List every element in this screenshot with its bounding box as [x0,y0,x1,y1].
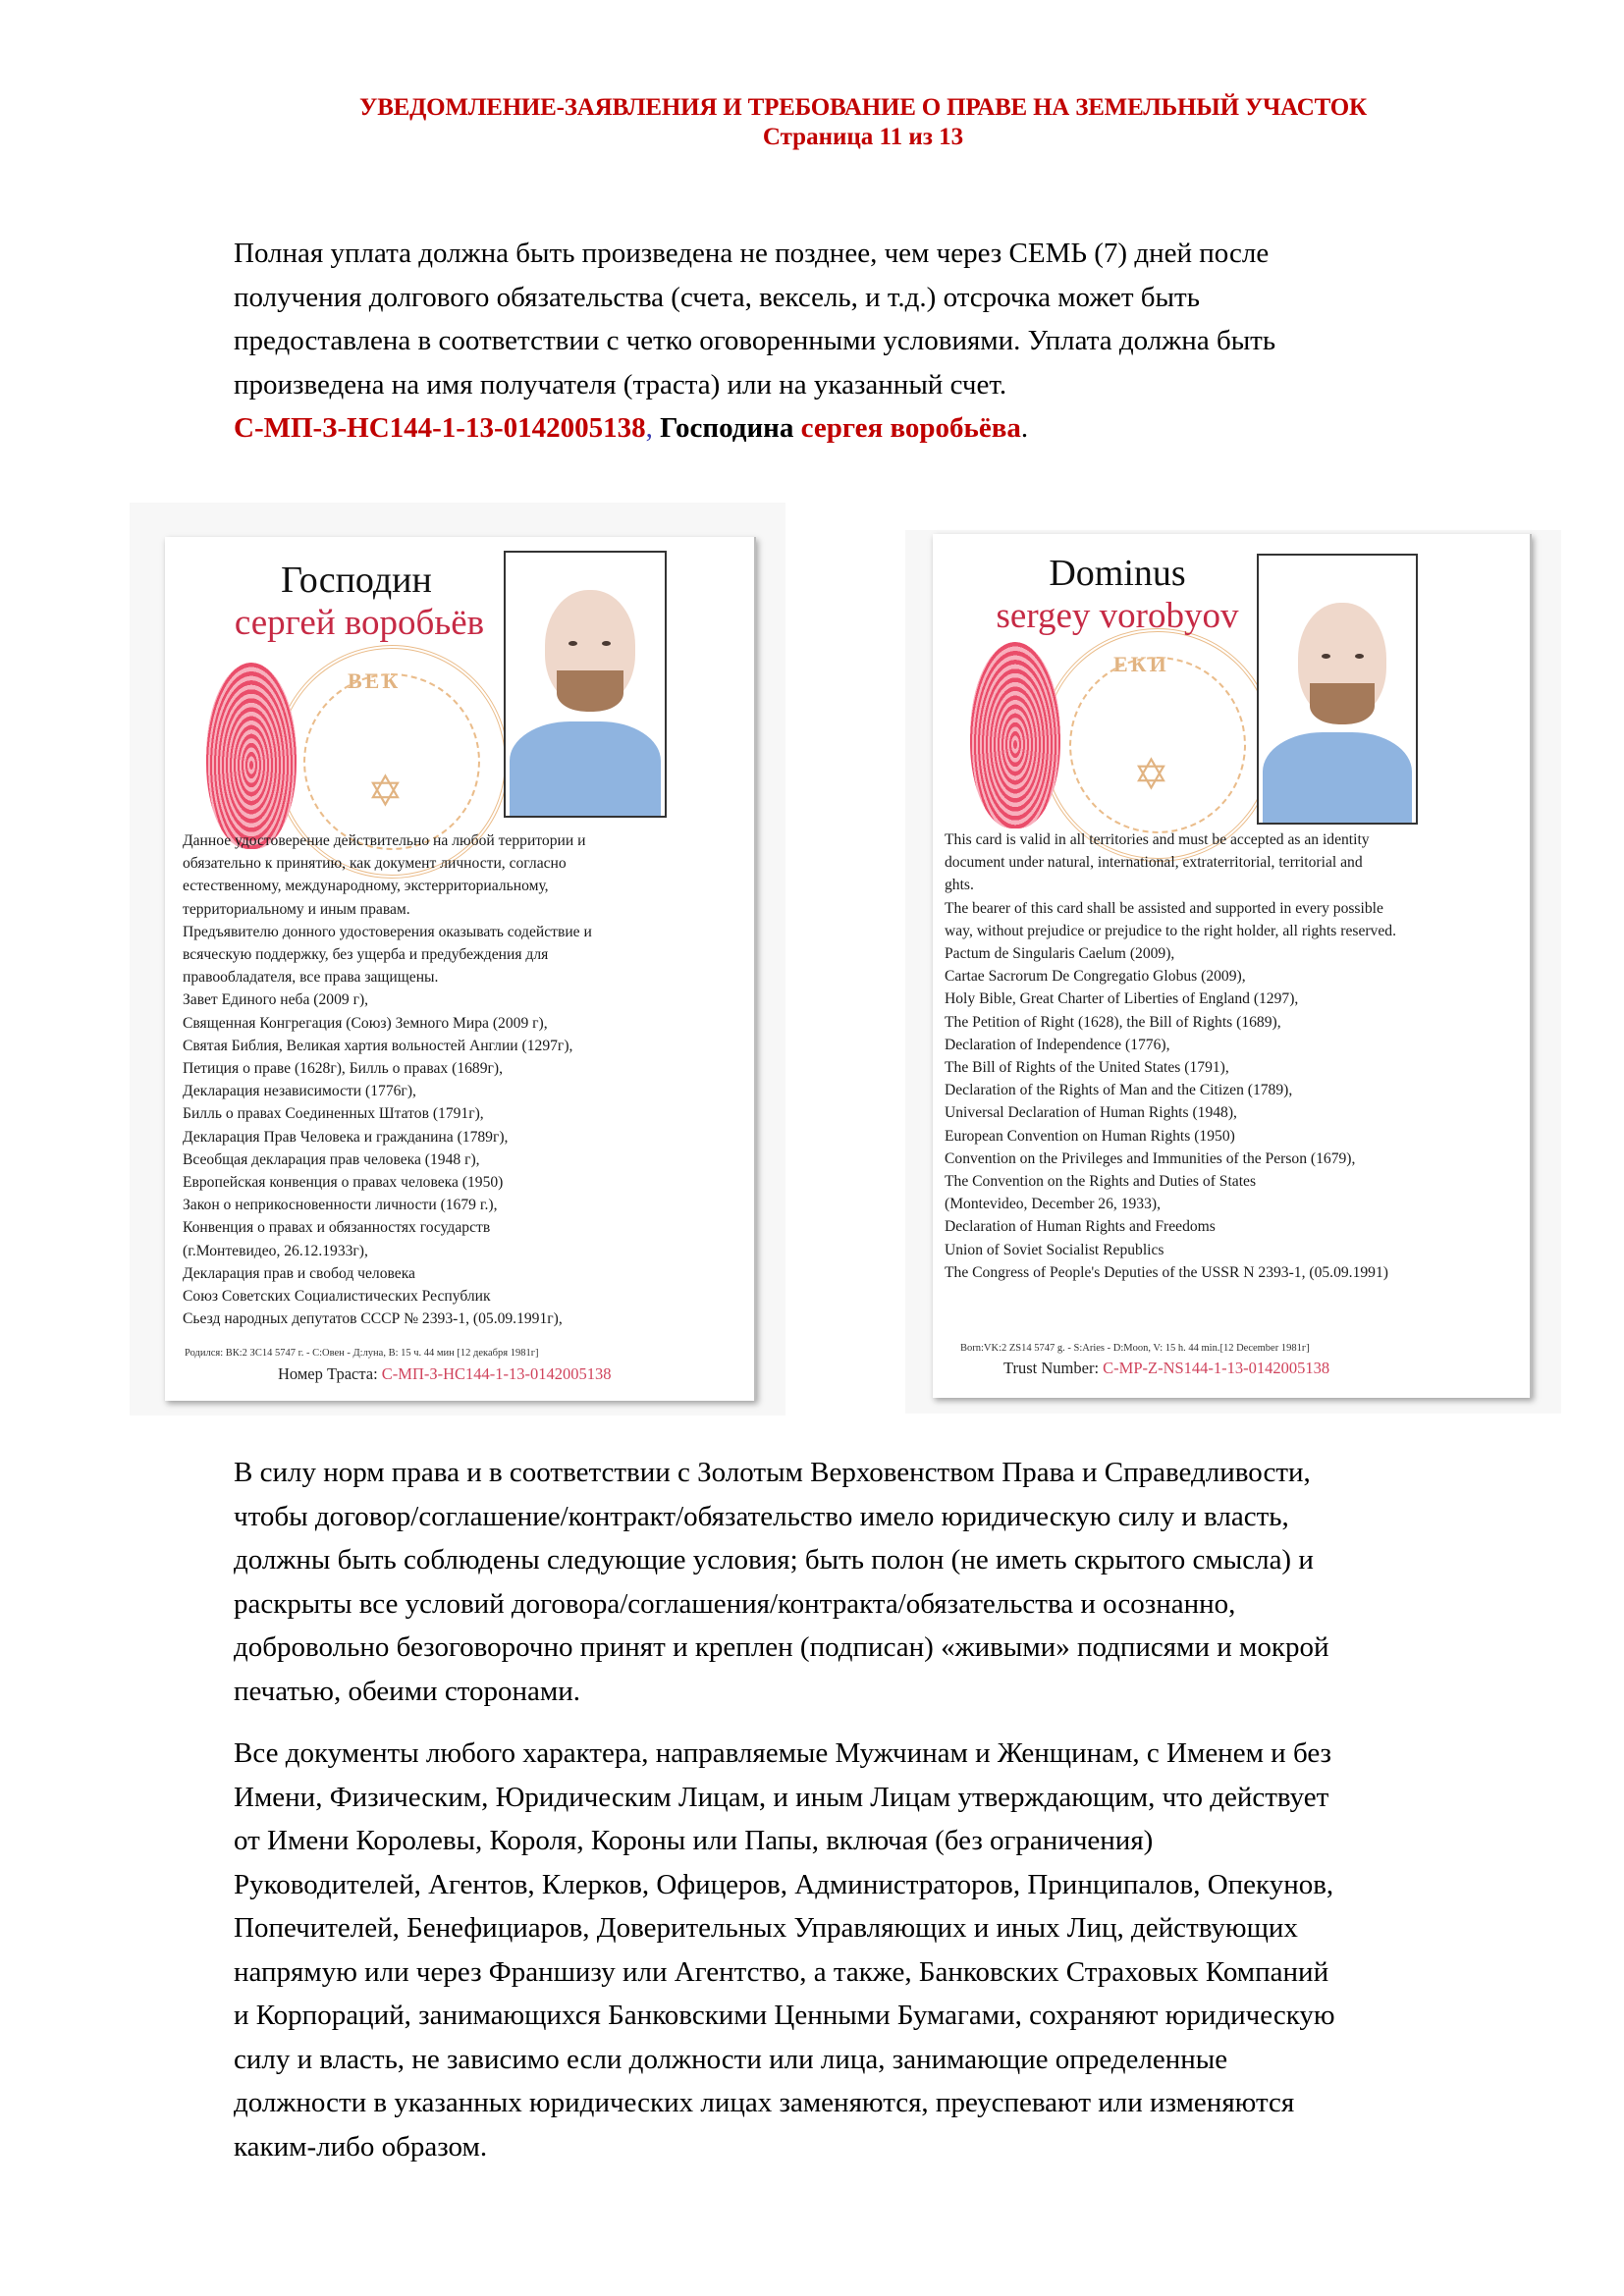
card-line: Конвенция о правах и обязанностях государств [183,1219,491,1237]
fingerprint-icon [206,663,297,849]
card-line: The Congress of People's Deputies of the USSR N 2393-1, (05.09.1991) [945,1263,1388,1281]
text-line: Имени, Физическим, Юридическим Лицам, и иным Лицам утверждающим, что действует [234,1781,1329,1813]
text-line: раскрыты все условий договора/соглашения/контракта/обязательства и осознанно, [234,1587,1236,1620]
card-line: (г.Монтевидео, 26.12.1933г), [183,1242,368,1259]
trust-number-line [278,1364,612,1384]
star-of-david-icon: ✡ [367,768,404,816]
card-line: The Bill of Rights of the United States (1791), [945,1059,1229,1077]
text-line: Руководителей, Агентов, Клерков, Офицеров, Администраторов, Принципалов, Опекунов, [234,1868,1334,1900]
card-line: естественному, международному, экстерриториальному, [183,878,549,895]
card-line: Завет Единого неба (2009 г), [183,991,369,1009]
card-line: Декларация независимости (1776г), [183,1083,416,1100]
text-line: напрямую или через Франшизу или Агентство, а также, Банковских Страховых Компаний [234,1955,1329,1988]
trust-label: Trust Number: [1003,1359,1100,1377]
document-header [0,94,1624,151]
contract-validity-paragraph [234,1451,1451,1713]
text-line: Попечителей, Бенефициаров, Доверительных Управляющих и иных Лиц, действующих [234,1912,1298,1944]
trust-number: С-МП-З-НС144-1-13-0142005138 [381,1364,612,1383]
card-line: Закон о неприкосновенности личности (1679 г.), [183,1197,498,1214]
card-body-text [945,828,1524,1284]
card-line: Предъявителю донного удостоверения оказывать содействие и [183,923,592,940]
text-line: Полная уплата должна быть произведена не позднее, чем через СЕМЬ (7) дней после [234,238,1270,269]
card-line: Declaration of the Rights of Man and the Citizen (1789), [945,1082,1293,1099]
period: . [1020,412,1029,444]
photo-beard [1310,683,1375,724]
text-line: каким-либо образом. [234,2130,488,2163]
text-line: В силу норм права и в соответствии с Золотым Верховенством Права и Справедливости, [234,1457,1311,1488]
card-line: Священная Конгрегация (Союз) Земного Мира (2009 г), [183,1014,548,1032]
text-line: Все документы любого характера, направляемые Мужчинам и Женщинам, с Именем и без [234,1737,1332,1769]
documents-validity-paragraph [234,1732,1451,2168]
star-of-david-icon: ✡ [1133,751,1169,799]
text-line: силу и власть, не зависимо если должности или лица, занимающие определенные [234,2043,1228,2075]
card-line: Святая Библия, Великая хартия вольностей Англии (1297г), [183,1037,573,1054]
card-line: Declaration of Independence (1776), [945,1036,1170,1053]
card-line: всяческую поддержку, без ущерба и предубеждения для [183,946,549,964]
card-line: Данное удостоверение действительно на любой территории и [183,832,586,849]
honorific: Господина [660,412,794,444]
birth-info: Родился: ВК:2 ЗС14 5747 г. - С:Овен - Д:луна, В: 15 ч. 44 мин [12 декабря 1981г] [185,1348,539,1359]
seal-text: ВЕК [348,668,402,693]
trust-number: C-MP-Z-NS144-1-13-0142005138 [1103,1359,1330,1377]
card-line: Декларация Прав Человека и гражданина (1789г), [183,1128,509,1146]
card-line: Convention on the Privileges and Immunities of the Person (1679), [945,1149,1356,1167]
holder-photo [1257,554,1418,825]
card-holder-name: sergey vorobyov [996,596,1239,636]
card-line: This card is valid in all territories and must be accepted as an identity [945,831,1370,848]
holder-photo [504,551,667,818]
holder-name: сергея воробьёва [800,412,1021,444]
card-line: Pactum de Singularis Caelum (2009), [945,945,1175,963]
card-line: The Convention on the Rights and Duties of States [945,1173,1257,1191]
id-card-russian [165,537,756,1401]
card-line: правообладателя, все права защищены. [183,969,439,987]
text-line: печатью, обеими сторонами. [234,1675,580,1707]
photo-eye [1322,654,1330,659]
text-line: предоставлена в соответствии с четко оговоренными условиями. Уплата должна быть [234,325,1276,356]
text-line: от Имени Королевы, Короля, Короны или Папы, включая (без ограничения) [234,1825,1154,1856]
trust-reference-line [234,406,1451,451]
birth-info: Born:VK:2 ZS14 5747 g. - S:Aries - D:Moon, V: 15 h. 44 min.[12 December 1981г] [960,1343,1310,1354]
photo-shirt [510,721,661,818]
text-line: должности в указанных юридических лицах заменяются, преуспевают или изменяются [234,2087,1295,2118]
card-line: Билль о правах Соединенных Штатов (1791г), [183,1105,484,1123]
photo-eye [602,641,611,646]
payment-terms-paragraph [234,232,1451,451]
card-line: Сьезд народных депутатов СССР № 2393-1, (05.09.1991г), [183,1310,563,1328]
comma: , [645,412,653,444]
card-line: (Montevideo, December 26, 1933), [945,1196,1161,1213]
fingerprint-icon [970,642,1060,828]
photo-eye [568,641,577,646]
card-line: Союз Советских Социалистических Республик [183,1288,491,1306]
card-honorific: Dominus [1049,553,1186,594]
text-line: добровольно безоговорочно принят и креплен (подписан) «живыми» подписями и мокрой [234,1631,1329,1663]
card-body-text [183,829,742,1330]
document-title: УВЕДОМЛЕНИЕ-ЗАЯВЛЕНИЯ И ТРЕБОВАНИЕ О ПРАВЕ НА ЗЕМЕЛЬНЫЙ УЧАСТОК [359,94,1367,121]
trust-number: С-МП-З-НС144-1-13-0142005138 [234,412,646,444]
card-honorific: Господин [281,560,432,601]
card-line: ghts. [945,877,974,894]
card-line: The bearer of this card shall be assisted and supported in every possible [945,899,1383,917]
id-card-english [933,534,1532,1398]
photo-eye [1355,654,1364,659]
card-line: Universal Declaration of Human Rights (1948), [945,1104,1237,1122]
text-line: произведена на имя получателя (траста) или на указанный счет. [234,368,1007,400]
seal-stamp [1041,628,1274,862]
text-line: чтобы договор/соглашение/контракт/обязательство имело юридическую силу и власть, [234,1500,1289,1532]
card-line: Declaration of Human Rights and Freedoms [945,1218,1216,1236]
seal-text: ЕКИ [1113,652,1169,676]
card-line: Декларация прав и свобод человека [183,1264,415,1282]
card-line: Cartae Sacrorum De Congregatio Globus (2009), [945,968,1246,986]
card-line: территориальному и иным правам. [183,900,410,918]
card-holder-name: сергей воробьёв [234,603,485,643]
photo-beard [557,670,623,712]
card-line: Европейская конвенция о правах человека (1950) [183,1174,504,1192]
text-line: получения долгового обязательства (счета, вексель, и т.д.) отсрочка может быть [234,281,1200,313]
card-line: way, without prejudice or prejudice to the right holder, all rights reserved. [945,922,1396,939]
trust-number-line [1003,1359,1329,1378]
text-line: и Корпораций, занимающихся Банковскими Ценными Бумагами, сохраняют юридическую [234,2000,1335,2031]
card-line: Петиция о праве (1628г), Билль о правах (1689г), [183,1060,503,1078]
trust-label: Номер Траста: [278,1364,378,1383]
card-line: Union of Soviet Socialist Republics [945,1241,1164,1258]
card-line: Holy Bible, Great Charter of Liberties of England (1297), [945,990,1299,1008]
photo-shirt [1263,732,1412,825]
card-line: The Petition of Right (1628), the Bill of Rights (1689), [945,1013,1281,1031]
page-indicator: Страница 11 из 13 [762,124,964,150]
card-line: European Convention on Human Rights (1950) [945,1127,1235,1145]
card-line: Всеобщая декларация прав человека (1948 г), [183,1150,480,1168]
text-line: должны быть соблюдены следующие условия; быть полон (не иметь скрытого смысла) и [234,1544,1314,1575]
card-line: обязательно к принятию, как документ личности, согласно [183,855,567,873]
card-line: document under natural, international, extraterritorial, territorial and [945,854,1363,872]
